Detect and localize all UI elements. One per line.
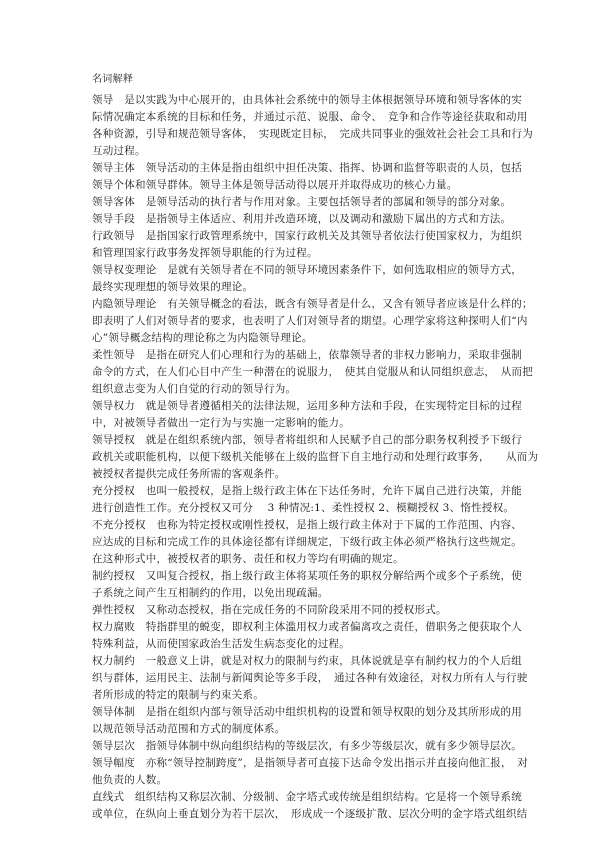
document-body (92, 92, 560, 823)
text-line: 命令的方式，在人们心目中产生一种潜在的说服力， 使其自觉服从和认同组织意志， 从而把 (92, 366, 533, 378)
text-line: 政机关或职能机构，以便下级机关能够在上级的监督下自主地行动和处理行政事务， 从而为 (92, 451, 539, 463)
text-line: 中，对被领导者做出一定行为与实施一定影响的能力。 (92, 417, 350, 429)
text-line: 应达成的目标和完成工作的具体途径都有详细规定，下级行政主体必须严格执行这些规定。 (92, 536, 522, 548)
text-line: 者所形成的特定的限制与约束关系。 (92, 689, 264, 701)
text-line: 权力腐败 特指群里的蜕变，即权利主体滥用权力或者偏离攻之责任，借职务之便获取个人 (92, 621, 522, 633)
text-line: 或单位，在纵向上垂直划分为若干层次， 形成成一个逐级扩散、层次分明的金字塔式组织结 (92, 808, 528, 820)
text-line: 领导权变理论 是就有关领导者在不同的领导环境因素条件下，如何选取相应的领导方式， (92, 264, 522, 276)
text-line: 进行创造性工作。充分授权又可分 3 种情况:1、柔性授权 2、模糊授权 3、惰性授权。 (92, 502, 515, 514)
text-line: 行政领导 是指国家行政管理系统中，国家行政机关及其领导者依法行使国家权力，为组织 (92, 230, 522, 242)
text-line: 最终实现理想的领导效果的理论。 (92, 281, 254, 293)
text-line: 领导个体和领导群体。领导主体是领导活动得以展开并取得成功的核心力量。 (92, 179, 458, 191)
text-line: 不充分授权 也称为特定授权或刚性授权，是指上级行政主体对于下属的工作范围、内容、 (92, 519, 522, 531)
text-line: 领导权力 就是领导者遵循相关的法律法规，运用多种方法和手段，在实现特定目标的过程 (92, 400, 522, 412)
text-line: 他负责的人数。 (92, 774, 168, 786)
text-line: 领导授权 就是在组织系统内部，领导者将组织和人民赋予自己的部分职务权利授予下级行 (92, 434, 522, 446)
text-line: 领导层次 指领导体制中纵向组织结构的等级层次，有多少等级层次，就有多少领导层次。 (92, 740, 522, 752)
text-line: 领导 是以实践为中心展开的，由具体社会系统中的领导主体根据领导环境和领导客体的实 (92, 94, 522, 106)
text-line: 特殊利益，从而使国家政治生活发生病态变化的过程。 (92, 638, 350, 650)
text-line: 即表明了人们对领导者的要求，也表明了人们对领导者的期望。心理学家将这种探明人们“内 (92, 315, 528, 327)
text-line: 领导客体 是领导活动的执行者与作用对象。主要包括领导者的部属和领导的部分对象。 (92, 196, 512, 208)
text-line: 内隐领导理论 有关领导概念的看法，既含有领导者是什么，又含有领导者应该是什么样的； (92, 298, 533, 310)
text-line: 织与群体，运用民主、法制与新闻舆论等多手段， 通过各种有效途径，对权力所有人与行驶 (92, 672, 528, 684)
text-line: 领导幅度 亦称“领导控制跨度”，是指领导者可直接下达命令发出指示并直接向他汇报， 对 (92, 757, 528, 769)
text-line: 子系统之间产生互相制约的作用，以免出现疏漏。 (92, 587, 329, 599)
text-line: 直线式 组织结构又称层次制、分级制、金字塔式或传统是组织结构。它是将一个领导系统 (92, 791, 522, 803)
text-line: 互动过程。 (92, 145, 146, 157)
text-line: 际情况确定本系统的目标和任务，并通过示范、说服、命令、 竞争和合作等途径获取和动用 (92, 111, 528, 123)
text-line: 权力制约 一般意义上讲，就是对权力的限制与约束，具体说就是享有制约权力的个人后组 (92, 655, 522, 667)
text-line: 充分授权 也叫一般授权，是指上级行政主体在下达任务时，允许下属自己进行决策，并能 (92, 485, 522, 497)
text-line: 制约授权 又叫复合授权，指上级行政主体将某项任务的职权分解给两个或多个子系统，使 (92, 570, 522, 582)
text-line: 弹性授权 又称动态授权，指在完成任务的不同阶段采用不同的授权形式。 (92, 604, 447, 616)
page-title: 名词解释 (92, 74, 134, 85)
text-line: 各种资源，引导和规范领导客体， 实现既定目标， 完成共同事业的强效社会社会工具和行为 (92, 128, 533, 140)
text-line: 领导体制 是指在组织内部与领导活动中组织机构的设置和领导权限的划分及其所形成的用 (92, 706, 522, 718)
text-line: 领导主体 领导活动的主体是指由组织中担任决策、指挥、协调和监督等职责的人员，包括 (92, 162, 522, 174)
text-line: 在这种形式中，被授权者的职务、责任和权力等均有明确的规定。 (92, 553, 404, 565)
text-line: 被授权者提供完成任务所需的客观条件。 (92, 468, 286, 480)
text-line: 和管理国家行政事务发挥领导职能的行为过程。 (92, 247, 318, 259)
text-line: 柔性领导 是指在研究人们心理和行为的基础上，依靠领导者的非权力影响力，采取非强制 (92, 349, 522, 361)
text-line: 组织意志变为人们自觉的行动的领导行为。 (92, 383, 297, 395)
text-line: 以规范领导活动范围和方式的制度体系。 (92, 723, 286, 735)
text-line: 心”领导概念结构的理论称之为内隐领导理论。 (92, 332, 313, 344)
text-line: 领导手段 是指领导主体适应、利用并改造环境，以及调动和激励下属出的方式和方法。 (92, 213, 512, 225)
